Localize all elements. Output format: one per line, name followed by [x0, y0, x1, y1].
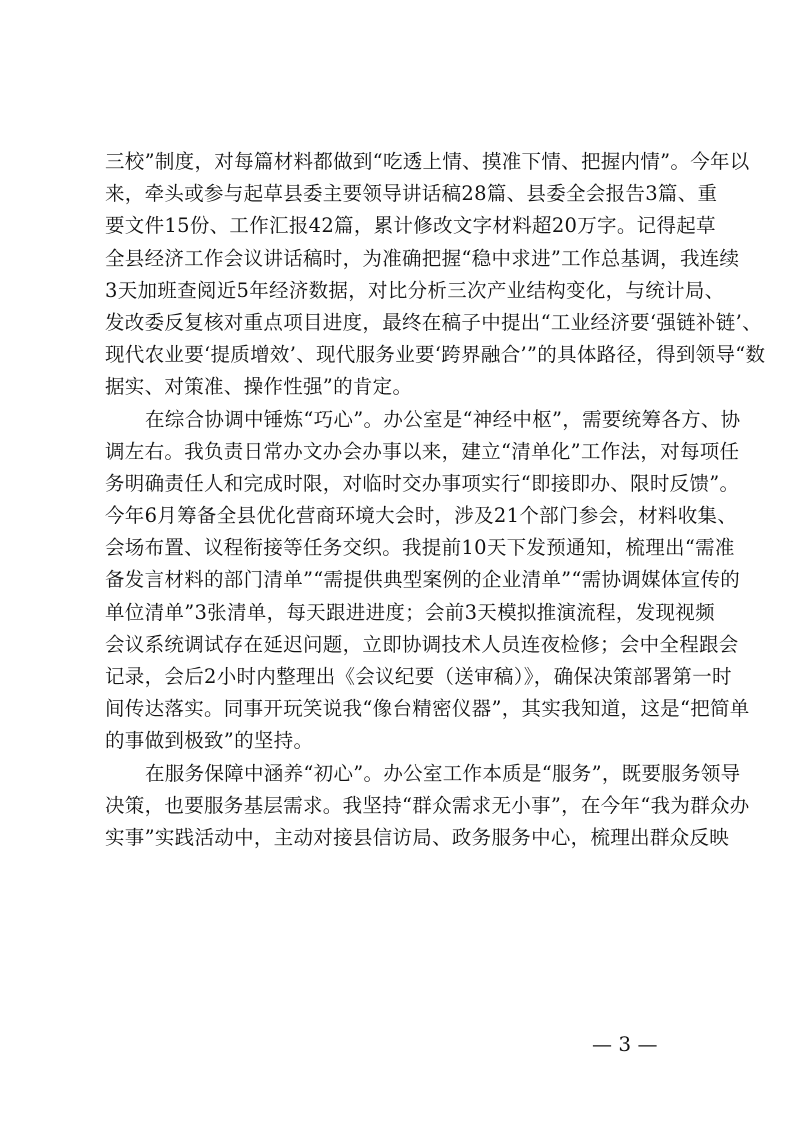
text-line: 间传达落实。同事开玩笑说我“像台精密仪器”，其实我知道，这是“把简单 [105, 697, 750, 721]
text-line: 备发言材料的部门清单”“需提供典型案例的企业清单”“需协调媒体宣传的 [105, 568, 741, 592]
text-line: 现代农业要‘提质增效’、现代服务业要‘跨界融合’”的具体路径，得到领导“数 [105, 343, 766, 367]
text-line: 据实、对策准、操作性强”的肯定。 [105, 375, 413, 399]
text-line: 调左右。我负责日常办文办会办事以来，建立“清单化”工作法，对每项任 [105, 439, 740, 463]
text-line: 今年6月筹备全县优化营商环境大会时，涉及21个部门参会，材料收集、 [105, 504, 738, 528]
text-line: 实事”实践活动中，主动对接县信访局、政务服务中心，梳理出群众反映 [105, 825, 730, 849]
text-line: 会议系统调试存在延迟问题，立即协调技术人员连夜检修；会中全程跟会 [105, 632, 739, 656]
text-line: 发改委反复核对重点项目进度，最终在稿子中提出“工业经济要‘强链补链’、 [105, 310, 762, 334]
text-line: 要文件15份、工作汇报42篇，累计修改文字材料超20万字。记得起草 [105, 214, 716, 238]
text-line: 全县经济工作会议讲话稿时，为准确把握“稳中求进”工作总基调，我连续 [105, 246, 740, 270]
text-line: 会场布置、议程衔接等任务交织。我提前10天下发预通知，梳理出“需准 [105, 536, 735, 560]
text-line: 的事做到极致”的坚持。 [105, 729, 314, 753]
text-line: 三校”制度，对每篇材料都做到“吃透上情、摸准下情、把握内情”。今年以 [105, 150, 750, 173]
paragraph-start-line: 在服务保障中涵养“初心”。办公室工作本质是“服务”，既要服务领导 [145, 761, 741, 785]
paragraph-start-line: 在综合协调中锤炼“巧心”。办公室是“神经中枢”，需要统筹各方、协 [145, 407, 741, 431]
text-line: 单位清单”3张清单，每天跟进进度；会前3天模拟推演流程，发现视频 [105, 600, 715, 624]
text-line: 来，牵头或参与起草县委主要领导讲话稿28篇、县委全会报告3篇、重 [105, 182, 718, 206]
text-line: 记录，会后2小时内整理出《会议纪要（送审稿）》，确保决策部署第一时 [105, 665, 732, 688]
text-line: 务明确责任人和完成时限，对临时交办事项实行“即接即办、限时反馈”。 [105, 471, 740, 495]
page-number: — 3 — [592, 1032, 658, 1056]
text-line: 3天加班查阅近5年经济数据，对比分析三次产业结构变化，与统计局、 [105, 278, 725, 302]
body-text [105, 146, 766, 854]
text-line: 决策，也要服务基层需求。我坚持“群众需求无小事”，在今年“我为群众办 [105, 793, 750, 817]
